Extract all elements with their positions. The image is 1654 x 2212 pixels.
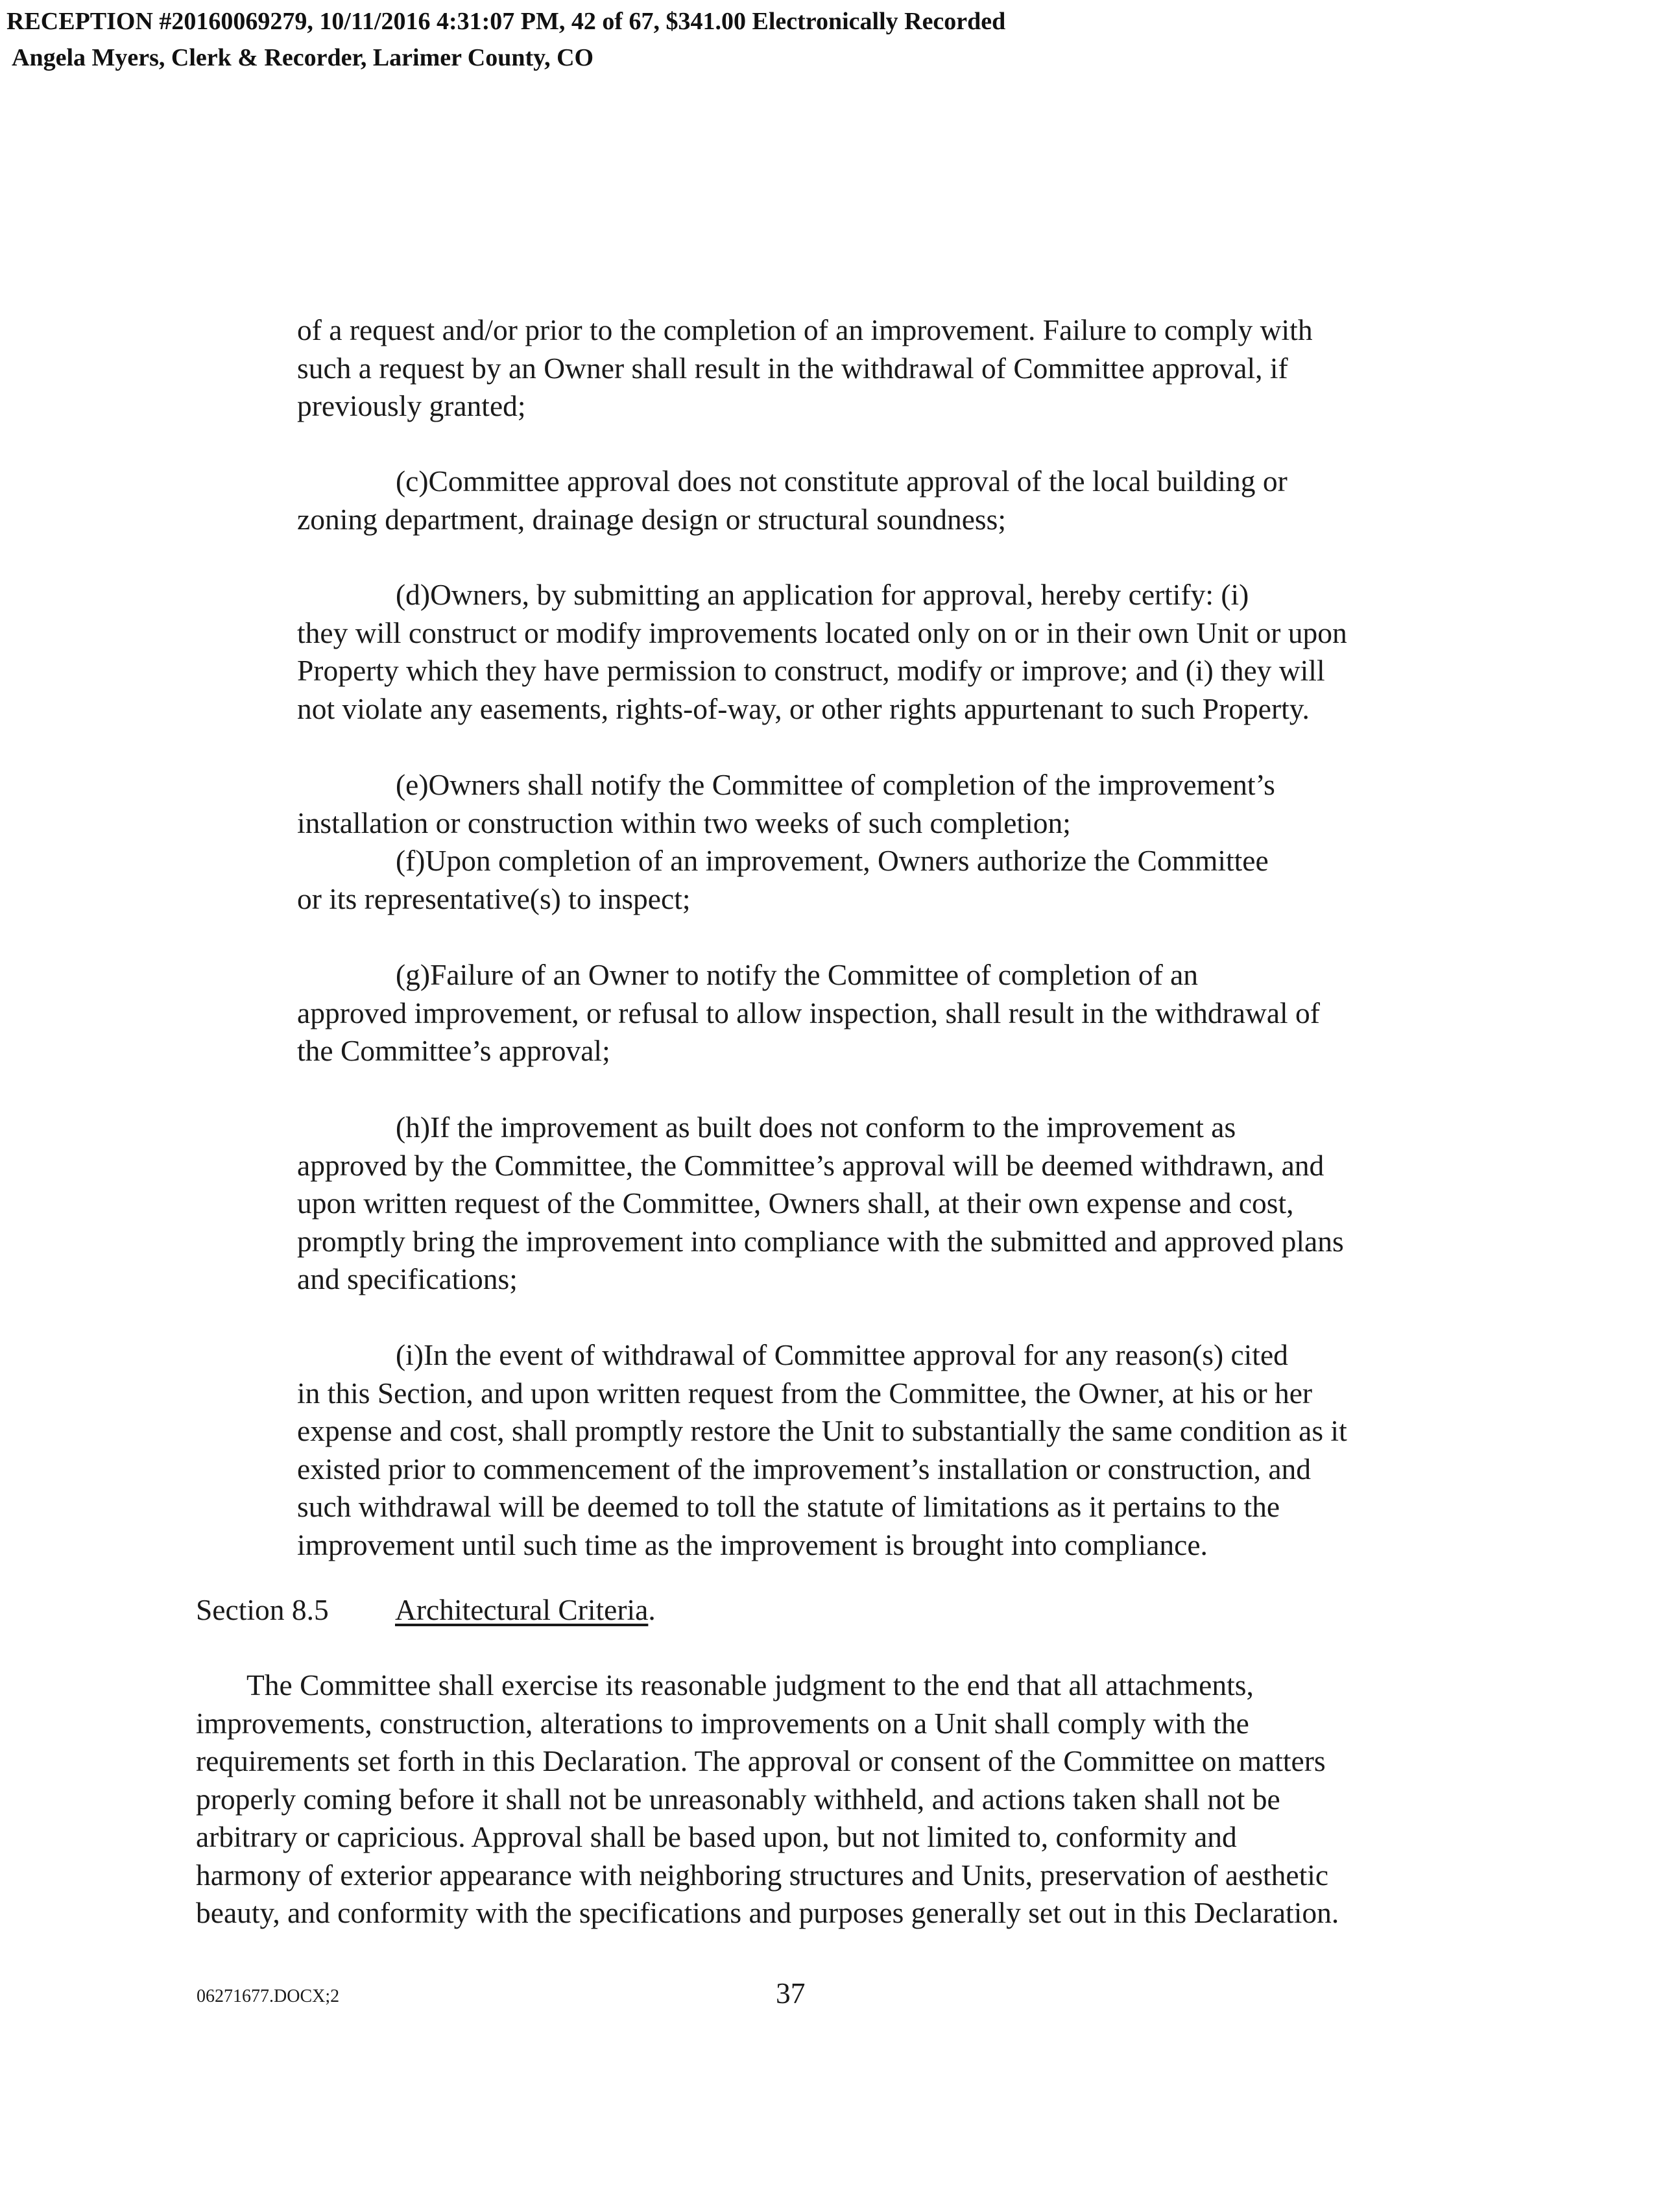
- clause-f: [297, 842, 1269, 918]
- text-line: beauty, and conformity with the specifications and purposes generally set out in this Declaration.: [196, 1896, 1339, 1929]
- clause-label: (g): [396, 958, 431, 991]
- clause-c: [297, 463, 1288, 538]
- section-heading: [196, 1591, 656, 1629]
- clause-first-line: Committee approval does not constitute approval of the local building or: [428, 464, 1288, 498]
- clause-first-line: Owners, by submitting an application for approval, hereby certify: (i): [430, 578, 1249, 611]
- clause-label: (d): [396, 578, 431, 611]
- clause-h: [297, 1109, 1344, 1299]
- text-line: improvements, construction, alterations to improvements on a Unit shall comply with the: [196, 1706, 1249, 1740]
- text-line: installation or construction within two weeks of such completion;: [297, 806, 1071, 839]
- text-line: expense and cost, shall promptly restore the Unit to substantially the same condition as it: [297, 1414, 1347, 1447]
- text-line: improvement until such time as the improvement is brought into compliance.: [297, 1528, 1208, 1561]
- clause-d: [297, 576, 1347, 728]
- text-line: The Committee shall exercise its reasonable judgment to the end that all attachments,: [246, 1668, 1254, 1701]
- criteria-paragraph: [196, 1666, 1339, 1932]
- text-line: of a request and/or prior to the completion of an improvement. Failure to comply with: [297, 313, 1313, 346]
- text-line: in this Section, and upon written request from the Committee, the Owner, at his or her: [297, 1376, 1313, 1410]
- clause-i: [297, 1336, 1347, 1564]
- clause-e: [297, 766, 1275, 842]
- text-line: existed prior to commencement of the improvement’s installation or construction, and: [297, 1452, 1312, 1485]
- text-line: they will construct or modify improvements located only on or in their own Unit or upon: [297, 616, 1347, 649]
- clause-g: [297, 956, 1320, 1070]
- text-line: previously granted;: [297, 389, 526, 422]
- section-title-period: .: [648, 1593, 656, 1626]
- clause-label: (e): [396, 768, 429, 801]
- text-line: such a request by an Owner shall result in the withdrawal of Committee approval, if: [297, 351, 1288, 385]
- clause-label: (h): [396, 1111, 431, 1144]
- clause-first-line: If the improvement as built does not conform to the improvement as: [430, 1111, 1236, 1144]
- text-line: not violate any easements, rights-of-way, or other rights appurtenant to such Property.: [297, 691, 1310, 725]
- page-number: 37: [776, 1977, 806, 2010]
- text-line: properly coming before it shall not be unreasonably withheld, and actions taken shall not be: [196, 1782, 1280, 1816]
- clause-first-line: Upon completion of an improvement, Owners authorize the Committee: [425, 844, 1269, 877]
- clause-first-line: Failure of an Owner to notify the Committee of completion of an: [430, 958, 1199, 991]
- recording-stamp-line1: RECEPTION #20160069279, 10/11/2016 4:31:07 PM, 42 of 67, $341.00 Electronically Recorded: [6, 8, 1006, 35]
- text-line: arbitrary or capricious. Approval shall be based upon, but not limited to, conformity and: [196, 1820, 1237, 1853]
- recording-stamp-line2: Angela Myers, Clerk & Recorder, Larimer County, CO: [12, 44, 594, 71]
- clause-label: (f): [396, 844, 425, 877]
- section-number: Section 8.5: [196, 1593, 329, 1626]
- clause-first-line: In the event of withdrawal of Committee approval for any reason(s) cited: [423, 1338, 1288, 1371]
- text-line: approved improvement, or refusal to allow inspection, shall result in the withdrawal of: [297, 996, 1320, 1029]
- text-line: the Committee’s approval;: [297, 1034, 610, 1067]
- text-line: Property which they have permission to construct, modify or improve; and (i) they will: [297, 654, 1325, 687]
- text-line: such withdrawal will be deemed to toll the statute of limitations as it pertains to the: [297, 1490, 1280, 1523]
- text-line: upon written request of the Committee, Owners shall, at their own expense and cost,: [297, 1186, 1294, 1220]
- continuation-paragraph: [297, 311, 1313, 426]
- section-title: Architectural Criteria: [395, 1593, 649, 1626]
- text-line: promptly bring the improvement into compliance with the submitted and approved plans: [297, 1224, 1344, 1258]
- text-line: requirements set forth in this Declaration. The approval or consent of the Committee on matters: [196, 1744, 1326, 1777]
- footer-doc-id: 06271677.DOCX;2: [197, 1986, 340, 2006]
- clause-first-line: Owners shall notify the Committee of completion of the improvement’s: [428, 768, 1275, 801]
- text-line: and specifications;: [297, 1262, 518, 1295]
- text-line: approved by the Committee, the Committee’s approval will be deemed withdrawn, and: [297, 1148, 1324, 1182]
- text-line: or its representative(s) to inspect;: [297, 882, 691, 915]
- text-line: harmony of exterior appearance with neighboring structures and Units, preservation of aesthetic: [196, 1858, 1329, 1892]
- clause-label: (c): [396, 464, 429, 498]
- clause-label: (i): [396, 1338, 424, 1371]
- text-line: zoning department, drainage design or structural soundness;: [297, 502, 1006, 536]
